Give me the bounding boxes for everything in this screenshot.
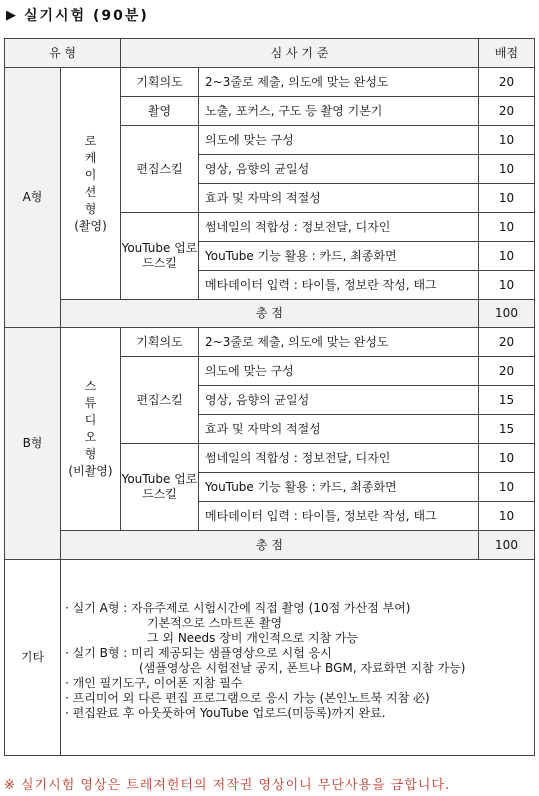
score-cell: 10	[479, 271, 535, 300]
table-header-row	[5, 39, 535, 68]
score-cell: 10	[479, 155, 535, 184]
score-cell: 20	[479, 328, 535, 357]
criterion-cell: 효과 및 자막의 적절성	[199, 415, 479, 444]
criterion-cell: 의도에 맞는 구성	[199, 126, 479, 155]
category-cell: YouTube 업로드스킬	[121, 213, 199, 300]
criterion-cell: 효과 및 자막의 적절성	[199, 184, 479, 213]
etc-line: · 프리미어 외 다른 편집 프로그램으로 응시 가능 (본인노트북 지참 必)	[65, 690, 430, 705]
score-cell: 10	[479, 444, 535, 473]
table-row	[5, 68, 535, 97]
category-cell: 기획의도	[121, 68, 199, 97]
criterion-cell: 2~3줄로 제출, 의도에 맞는 완성도	[199, 68, 479, 97]
criterion-cell: 노출, 포커스, 구도 등 촬영 기본기	[199, 97, 479, 126]
total-label: 총 점	[61, 531, 479, 560]
score-cell: 20	[479, 357, 535, 386]
total-row	[5, 300, 535, 328]
header-criteria: 심 사 기 준	[121, 39, 479, 68]
evaluation-table	[4, 38, 535, 756]
etc-label: 기타	[5, 560, 61, 756]
type-a-subtype: 로 케 이 션 형 (촬영)	[61, 68, 121, 300]
score-cell: 10	[479, 126, 535, 155]
criterion-cell: 메타데이터 입력 : 타이틀, 정보란 작성, 태그	[199, 502, 479, 531]
type-b-subtype: 스 튜 디 오 형 (비촬영)	[61, 328, 121, 531]
criterion-cell: 영상, 음향의 균일성	[199, 155, 479, 184]
total-row	[5, 531, 535, 560]
category-cell: 편집스킬	[121, 126, 199, 213]
score-cell: 20	[479, 68, 535, 97]
etc-notes	[61, 560, 535, 756]
category-cell: 촬영	[121, 97, 199, 126]
total-label: 총 점	[61, 300, 479, 328]
criterion-cell: 메타데이터 입력 : 타이틀, 정보란 작성, 태그	[199, 271, 479, 300]
total-score: 100	[479, 531, 535, 560]
type-b-label: B형	[5, 328, 61, 560]
category-cell: 기획의도	[121, 328, 199, 357]
score-cell: 20	[479, 97, 535, 126]
etc-line: · 실기 B형 : 미리 제공되는 샘플영상으로 시험 응시	[65, 645, 332, 660]
criterion-cell: 썸네일의 적합성 : 정보전달, 디자인	[199, 444, 479, 473]
page-title	[6, 4, 149, 26]
score-cell: 10	[479, 502, 535, 531]
etc-row	[5, 560, 535, 756]
table-row	[5, 328, 535, 357]
criterion-cell: YouTube 기능 활용 : 카드, 최종화면	[199, 242, 479, 271]
etc-line: 그 외 Needs 장비 개인적으로 지참 가능	[147, 630, 359, 645]
etc-line: (샘플영상은 시험전날 공지, 폰트나 BGM, 자료화면 지참 가능)	[139, 660, 466, 675]
page-title-text: 실기시험 (90분)	[24, 8, 149, 24]
header-score: 배점	[479, 39, 535, 68]
criterion-cell: 영상, 음향의 균일성	[199, 386, 479, 415]
criterion-cell: YouTube 기능 활용 : 카드, 최종화면	[199, 473, 479, 502]
etc-line: · 개인 필기도구, 이어폰 지참 필수	[65, 675, 243, 690]
score-cell: 10	[479, 242, 535, 271]
type-a-label: A형	[5, 68, 61, 328]
category-cell: YouTube 업로드스킬	[121, 444, 199, 531]
etc-line: · 실기 A형 : 자유주제로 시험시간에 직접 촬영 (10점 가산점 부여)	[65, 600, 411, 615]
score-cell: 10	[479, 184, 535, 213]
score-cell: 15	[479, 386, 535, 415]
copyright-notice: ※ 실기시험 영상은 트레져헌터의 저작권 영상이니 무단사용을 금합니다.	[4, 778, 451, 793]
score-cell: 10	[479, 213, 535, 242]
score-cell: 10	[479, 473, 535, 502]
category-cell: 편집스킬	[121, 357, 199, 444]
score-cell: 15	[479, 415, 535, 444]
triangle-icon: ▶	[6, 7, 16, 23]
etc-line: · 편집완료 후 아웃풋하여 YouTube 업로드(미등록)까지 완료.	[65, 705, 386, 720]
header-type: 유 형	[5, 39, 121, 68]
criterion-cell: 2~3줄로 제출, 의도에 맞는 완성도	[199, 328, 479, 357]
criterion-cell: 썸네일의 적합성 : 정보전달, 디자인	[199, 213, 479, 242]
criterion-cell: 의도에 맞는 구성	[199, 357, 479, 386]
total-score: 100	[479, 300, 535, 328]
etc-line: 기본적으로 스마트폰 촬영	[147, 615, 283, 630]
